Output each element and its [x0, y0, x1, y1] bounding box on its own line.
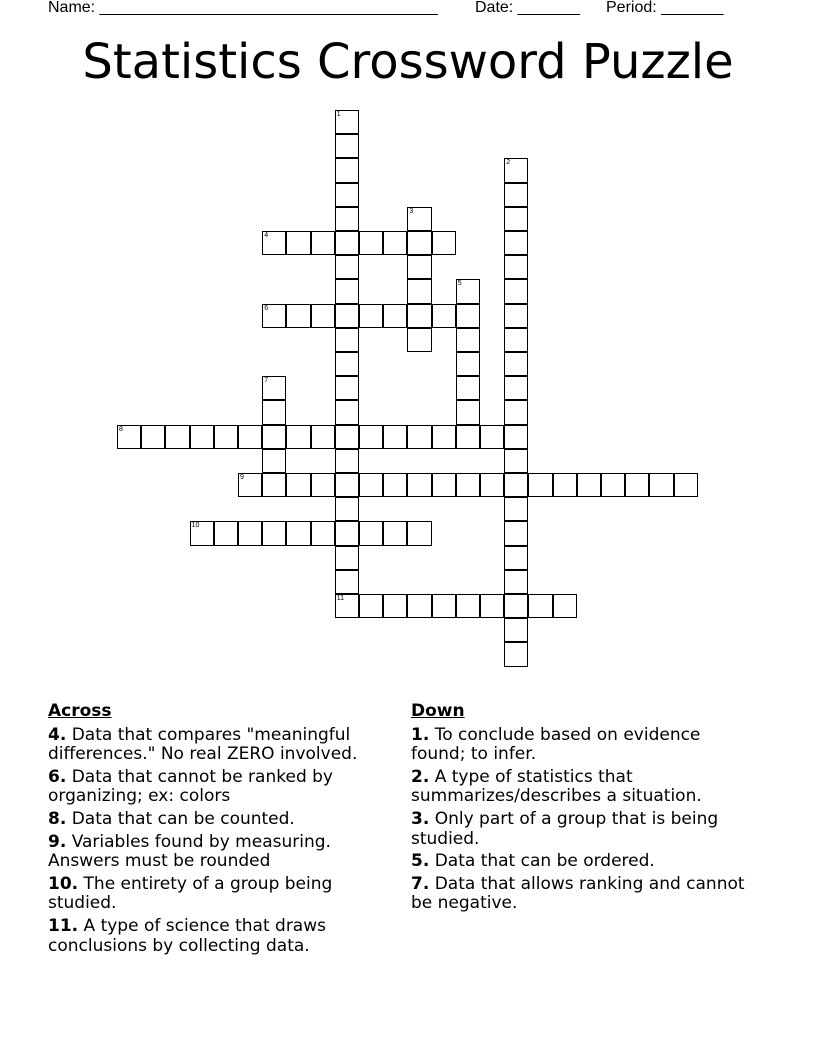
grid-cell[interactable] — [674, 473, 698, 497]
grid-cell[interactable] — [335, 546, 359, 570]
grid-cell[interactable] — [262, 231, 286, 255]
grid-cell[interactable] — [238, 521, 262, 545]
grid-cell[interactable] — [286, 521, 310, 545]
clue-text: Variables found by measuring. Answers must be rounded — [48, 831, 331, 872]
clue-number: 2. — [411, 766, 430, 787]
grid-cell[interactable] — [407, 255, 431, 279]
clue-across-10 — [48, 875, 388, 914]
grid-cell[interactable] — [528, 473, 552, 497]
clue-number: 3. — [411, 808, 430, 829]
grid-cell[interactable] — [456, 352, 480, 376]
across-heading: Across — [48, 701, 112, 721]
grid-cell[interactable] — [165, 425, 189, 449]
grid-cell[interactable] — [335, 376, 359, 400]
grid-cell[interactable] — [504, 255, 528, 279]
cell-number: 8 — [119, 425, 123, 433]
grid-cell[interactable] — [286, 425, 310, 449]
grid-cell[interactable] — [407, 521, 431, 545]
grid-cell[interactable] — [190, 521, 214, 545]
grid-cell[interactable] — [335, 400, 359, 424]
grid-cell[interactable] — [335, 304, 359, 328]
clue-number: 7. — [411, 873, 430, 894]
down-heading: Down — [411, 701, 465, 721]
grid-cell[interactable] — [504, 546, 528, 570]
grid-cell[interactable] — [432, 231, 456, 255]
grid-cell[interactable] — [286, 231, 310, 255]
grid-cell[interactable] — [456, 425, 480, 449]
grid-cell[interactable] — [504, 231, 528, 255]
grid-cell[interactable] — [456, 594, 480, 618]
grid-cell[interactable] — [407, 328, 431, 352]
clue-number: 11. — [48, 915, 79, 936]
grid-cell[interactable] — [504, 328, 528, 352]
grid-cell[interactable] — [504, 497, 528, 521]
grid-cell[interactable] — [432, 473, 456, 497]
grid-cell[interactable] — [504, 594, 528, 618]
grid-cell[interactable] — [262, 521, 286, 545]
grid-cell[interactable] — [335, 449, 359, 473]
grid-cell[interactable] — [383, 521, 407, 545]
grid-cell[interactable] — [383, 304, 407, 328]
grid-cell[interactable] — [407, 304, 431, 328]
grid-cell[interactable] — [383, 231, 407, 255]
grid-cell[interactable] — [335, 207, 359, 231]
grid-cell[interactable] — [335, 570, 359, 594]
grid-cell[interactable] — [432, 594, 456, 618]
grid-cell[interactable] — [504, 570, 528, 594]
grid-cell[interactable] — [528, 594, 552, 618]
clue-number: 10. — [48, 873, 79, 894]
cell-number: 10 — [191, 522, 200, 530]
grid-cell[interactable] — [359, 594, 383, 618]
grid-cell[interactable] — [335, 134, 359, 158]
cell-number: 11 — [336, 595, 345, 602]
cell-number: 4 — [264, 232, 269, 239]
grid-cell[interactable] — [577, 473, 601, 497]
grid-cell[interactable] — [504, 425, 528, 449]
grid-cell[interactable] — [335, 255, 359, 279]
clue-text: Only part of a group that is being studied. — [411, 808, 719, 849]
grid-cell[interactable] — [504, 618, 528, 642]
clue-number: 4. — [48, 724, 67, 745]
clue-number: 1. — [411, 724, 430, 745]
grid-cell[interactable] — [601, 473, 625, 497]
grid-cell[interactable] — [553, 473, 577, 497]
grid-cell[interactable] — [432, 304, 456, 328]
grid-cell[interactable] — [456, 304, 480, 328]
clue-text: Data that compares "meaningful differences." No real ZERO involved. — [48, 724, 358, 765]
grid-cell[interactable] — [238, 425, 262, 449]
grid-cell[interactable] — [262, 376, 286, 400]
grid-cell[interactable] — [504, 449, 528, 473]
grid-cell[interactable] — [262, 400, 286, 424]
grid-cell[interactable] — [504, 207, 528, 231]
clue-number: 9. — [48, 831, 67, 852]
cell-number: 5 — [457, 280, 462, 288]
name-field[interactable]: Name: ______________________________________ — [48, 0, 438, 16]
grid-cell[interactable] — [504, 376, 528, 400]
grid-cell[interactable] — [214, 425, 238, 449]
grid-cell[interactable] — [480, 425, 504, 449]
clue-down-7 — [411, 875, 751, 914]
grid-cell[interactable] — [504, 400, 528, 424]
grid-cell[interactable] — [359, 521, 383, 545]
grid-cell[interactable] — [456, 400, 480, 424]
grid-cell[interactable] — [214, 521, 238, 545]
grid-cell[interactable] — [190, 425, 214, 449]
grid-cell[interactable] — [504, 473, 528, 497]
grid-cell[interactable] — [504, 352, 528, 376]
grid-cell[interactable] — [311, 473, 335, 497]
grid-cell[interactable] — [262, 304, 286, 328]
grid-cell[interactable] — [649, 473, 673, 497]
grid-cell[interactable] — [504, 521, 528, 545]
date-field[interactable]: Date: _______ — [475, 0, 580, 16]
across-clues — [48, 702, 388, 959]
grid-cell[interactable] — [407, 231, 431, 255]
grid-cell[interactable] — [504, 158, 528, 182]
grid-cell[interactable] — [407, 279, 431, 303]
clue-text: To conclude based on evidence found; to infer. — [411, 724, 701, 765]
period-field[interactable]: Period: _______ — [606, 0, 724, 16]
grid-cell[interactable] — [286, 473, 310, 497]
grid-cell[interactable] — [335, 328, 359, 352]
grid-cell[interactable] — [141, 425, 165, 449]
grid-cell[interactable] — [359, 425, 383, 449]
clue-across-11 — [48, 917, 388, 956]
grid-cell[interactable] — [407, 207, 431, 231]
grid-cell[interactable] — [117, 425, 141, 449]
cell-number: 2 — [506, 159, 511, 167]
grid-cell[interactable] — [383, 594, 407, 618]
grid-cell[interactable] — [407, 473, 431, 497]
grid-cell[interactable] — [311, 425, 335, 449]
clue-text: Data that allows ranking and cannot be negative. — [411, 873, 745, 914]
grid-cell[interactable] — [359, 304, 383, 328]
cell-number: 1 — [336, 111, 341, 118]
grid-cell[interactable] — [335, 352, 359, 376]
cell-number: 3 — [409, 207, 414, 215]
clue-text: A type of science that draws conclusions by collecting data. — [48, 915, 326, 956]
grid-cell[interactable] — [553, 594, 577, 618]
grid-cell[interactable] — [383, 473, 407, 497]
grid-cell[interactable] — [335, 231, 359, 255]
grid-cell[interactable] — [359, 231, 383, 255]
grid-cell[interactable] — [335, 110, 359, 134]
clue-number: 8. — [48, 808, 67, 829]
grid-cell[interactable] — [480, 473, 504, 497]
clue-text: The entirety of a group being studied. — [48, 873, 333, 914]
down-clues — [411, 702, 751, 917]
grid-cell[interactable] — [335, 183, 359, 207]
clue-across-4 — [48, 726, 388, 765]
clue-text: Data that can be counted. — [71, 808, 295, 829]
cell-number: 7 — [264, 377, 269, 385]
grid-cell[interactable] — [335, 497, 359, 521]
grid-cell[interactable] — [432, 425, 456, 449]
grid-cell[interactable] — [456, 279, 480, 303]
grid-cell[interactable] — [262, 425, 286, 449]
clue-text: Data that can be ordered. — [434, 851, 655, 872]
grid-cell[interactable] — [335, 279, 359, 303]
grid-cell[interactable] — [504, 183, 528, 207]
clue-text: Data that cannot be ranked by organizing; ex: colors — [48, 766, 333, 807]
grid-cell[interactable] — [504, 642, 528, 666]
cell-number: 6 — [264, 304, 269, 312]
grid-cell[interactable] — [238, 473, 262, 497]
clue-down-3 — [411, 810, 751, 849]
grid-cell[interactable] — [311, 231, 335, 255]
grid-cell[interactable] — [383, 425, 407, 449]
clue-down-2 — [411, 768, 751, 807]
grid-cell[interactable] — [335, 521, 359, 545]
clue-down-5 — [411, 852, 751, 872]
clue-across-6 — [48, 768, 388, 807]
grid-cell[interactable] — [480, 594, 504, 618]
grid-cell[interactable] — [504, 304, 528, 328]
grid-cell[interactable] — [407, 594, 431, 618]
grid-cell[interactable] — [456, 376, 480, 400]
grid-cell[interactable] — [262, 473, 286, 497]
grid-cell[interactable] — [335, 594, 359, 618]
grid-cell[interactable] — [456, 473, 480, 497]
clue-number: 5. — [411, 851, 430, 872]
grid-cell[interactable] — [335, 158, 359, 182]
grid-cell[interactable] — [286, 304, 310, 328]
grid-cell[interactable] — [504, 279, 528, 303]
grid-cell[interactable] — [311, 304, 335, 328]
grid-cell[interactable] — [262, 449, 286, 473]
clue-text: A type of statistics that summarizes/describes a situation. — [411, 766, 702, 807]
clue-down-1 — [411, 726, 751, 765]
grid-cell[interactable] — [456, 328, 480, 352]
clue-across-9 — [48, 833, 388, 872]
grid-cell[interactable] — [625, 473, 649, 497]
grid-cell[interactable] — [335, 425, 359, 449]
grid-cell[interactable] — [359, 473, 383, 497]
grid-cell[interactable] — [407, 425, 431, 449]
page-title: Statistics Crossword Puzzle — [82, 34, 734, 90]
grid-cell[interactable] — [335, 473, 359, 497]
clue-number: 6. — [48, 766, 67, 787]
cell-number: 9 — [240, 474, 244, 481]
clue-across-8 — [48, 810, 388, 830]
grid-cell[interactable] — [311, 521, 335, 545]
